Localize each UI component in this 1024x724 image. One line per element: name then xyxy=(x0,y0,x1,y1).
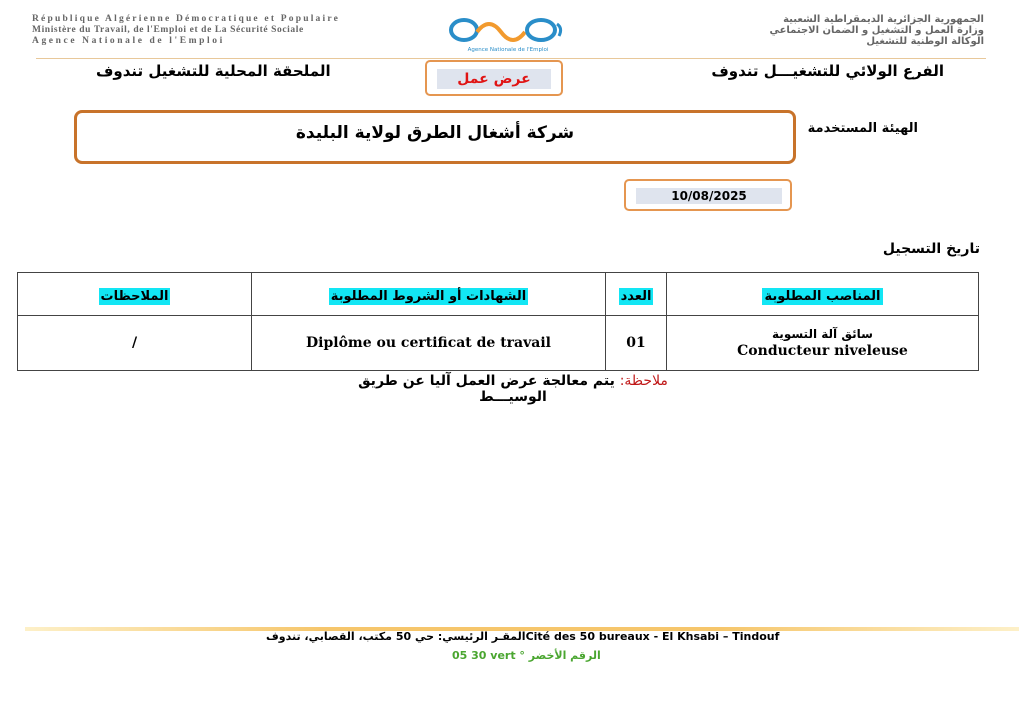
offer-title-box xyxy=(425,60,563,96)
header-cell-requirements xyxy=(252,273,606,316)
header-fr-line-3: Agence Nationale de l'Emploi xyxy=(32,36,225,46)
registration-date: 10/08/2025 xyxy=(636,188,782,204)
header-cell-remarks xyxy=(18,273,252,316)
jobs-table xyxy=(17,272,979,371)
header-ar-line-2: وزارة العمل و التشغيل و الضمان الاجتماعي xyxy=(769,25,984,36)
row-position xyxy=(667,316,979,371)
table-row xyxy=(18,316,979,371)
note-text: يتم معالجة عرض العمل آليا عن طريق الوسيـــط xyxy=(358,373,620,405)
footer-address xyxy=(266,630,779,643)
header-cell-positions xyxy=(667,273,979,316)
footer-green-number-value: 05 30 vert ° xyxy=(452,649,525,662)
footer-green-number-label: الرقم الأخضر xyxy=(528,649,601,662)
header-count: العدد xyxy=(620,288,652,304)
row-count: 01 xyxy=(606,316,667,371)
header-fr-line-2: Ministère du Travail, de l'Emploi et de La Sécurité Sociale xyxy=(32,25,304,35)
company-box xyxy=(74,110,796,164)
registration-label: تاريخ التسجيل xyxy=(882,241,980,257)
logo-caption: Agence Nationale de l'Emploi xyxy=(467,47,549,53)
note-label: ملاحظة: xyxy=(619,373,668,389)
table-header-row xyxy=(18,273,979,316)
header-ar-line-3: الوكالة الوطنية للتشغيل xyxy=(866,36,984,47)
local-branch-label: الملحقة المحلية للتشغيل تندوف xyxy=(96,62,331,80)
row-remarks: / xyxy=(18,316,252,371)
header-french-block xyxy=(32,14,412,47)
header-remarks: الملاحظات xyxy=(100,288,169,304)
row-requirements: Diplôme ou certificat de travail xyxy=(252,316,606,371)
regional-branch-label: الفرع الولائي للتشغيـــل تندوف xyxy=(711,62,944,80)
header-fr-line-1: République Algérienne Démocratique et Populaire xyxy=(32,14,340,24)
footer-address-arabic: المقـر الرئيسي: حي 50 مكتب، القصابي، تندوف xyxy=(266,630,526,643)
footer-address-french: Cité des 50 bureaux - El Khsabi – Tindouf xyxy=(525,630,780,643)
header-arabic-block xyxy=(584,14,984,47)
company-name: شركة أشغال الطرق لولاية البليدة xyxy=(295,123,575,143)
offer-title: عرض عمل xyxy=(437,69,551,89)
header-cell-count xyxy=(606,273,667,316)
header-requirements: الشهادات أو الشروط المطلوبة xyxy=(330,288,527,304)
date-box xyxy=(624,179,792,211)
header-positions: المناصب المطلوبة xyxy=(764,288,881,304)
note xyxy=(330,373,696,405)
employer-label: الهيئة المستخدمة xyxy=(807,121,918,136)
footer-green-number xyxy=(452,649,601,662)
header-ar-line-1: الجمهورية الجزائرية الديمقراطية الشعبية xyxy=(783,14,984,25)
anem-logo xyxy=(447,12,569,56)
position-arabic: سائق آلة التسوية xyxy=(772,327,873,341)
header-divider xyxy=(36,58,986,59)
position-french: Conducteur niveleuse xyxy=(737,343,908,359)
